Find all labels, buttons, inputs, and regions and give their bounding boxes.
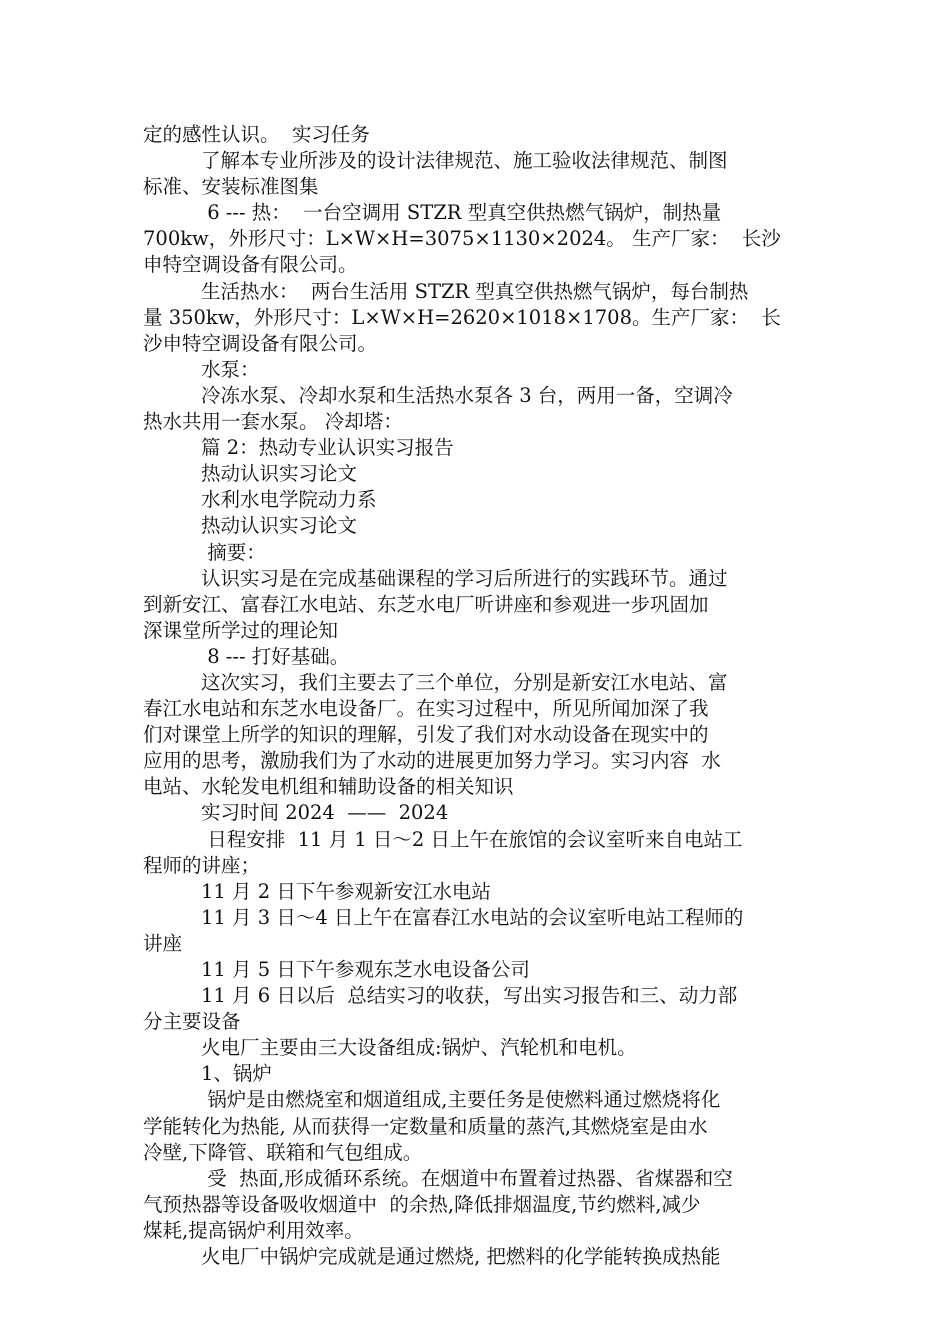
text-line: 春江水电站和东芝水电设备厂。在实习过程中，所见所闻加深了我 [143, 697, 709, 721]
text-line: 实习时间 2024 —— 2024 [201, 801, 449, 825]
text-line: 应用的思考，激励我们为了水动的进展更加努力学习。实习内容 水 [143, 749, 721, 773]
text-line: 标准、安装标准图集 [143, 175, 319, 199]
text-line: 水利水电学院动力系 [201, 488, 377, 512]
text-line: 认识实习是在完成基础课程的学习后所进行的实践环节。通过 [201, 566, 728, 590]
text-line: 讲座 [143, 931, 183, 955]
text-line: 这次实习，我们主要去了三个单位，分别是新安江水电站、富 [201, 670, 728, 694]
text-line: 6 --- 热： 一台空调用 STZR 型真空供热燃气锅炉，制热量 [201, 201, 722, 225]
text-line: 热动认识实习论文 [201, 462, 358, 486]
text-line: 了解本专业所涉及的设计法律规范、施工验收法律规范、制图 [201, 149, 728, 173]
text-line: 水泵： [201, 357, 260, 381]
text-line: 8 --- 打好基础。 [201, 644, 350, 668]
text-line: 冷冻水泵、冷却水泵和生活热水泵各 3 台，两用一备，空调冷 [201, 383, 733, 407]
text-line: 火电厂主要由三大设备组成:锅炉、汽轮机和电机。 [201, 1036, 637, 1060]
text-line: 11 月 3 日～4 日上午在富春江水电站的会议室听电站工程师的 [201, 905, 744, 929]
text-line: 分主要设备 [143, 1010, 241, 1034]
text-line: 热动认识实习论文 [201, 514, 358, 538]
text-line: 1、锅炉 [201, 1062, 272, 1086]
text-line: 11 月 2 日下午参观新安江水电站 [201, 879, 491, 903]
text-line: 火电厂中锅炉完成就是通过燃烧, 把燃料的化学能转换成热能 [201, 1245, 721, 1269]
text-line: 到新安江、富春江水电站、东芝水电厂听讲座和参观进一步巩固加 [143, 592, 709, 616]
text-line: 学能转化为热能, 从而获得一定数量和质量的蒸汽,其燃烧室是由水 [143, 1114, 708, 1138]
text-line: 日程安排 11 月 1 日～2 日上午在旅馆的会议室听来自电站工 [201, 827, 743, 851]
text-line: 申特空调设备有限公司。 [143, 253, 358, 277]
text-line: 程师的讲座； [143, 853, 261, 877]
text-line: 量 350kw，外形尺寸：L×W×H=2620×1018×1708。生产厂家： 长 [143, 305, 781, 329]
text-line: 定的感性认识。 实习任务 [143, 123, 370, 146]
text-line: 11 月 5 日下午参观东芝水电设备公司 [201, 958, 530, 981]
text-line: 煤耗,提高锅炉利用效率。 [143, 1218, 364, 1242]
text-line: 700kw，外形尺寸：L×W×H=3075×1130×2024。 生产厂家： 长沙 [143, 227, 781, 251]
text-line: 深课堂所学过的理论知 [143, 618, 339, 642]
text-line: 11 月 6 日以后 总结实习的收获，写出实习报告和三、动力部 [201, 984, 738, 1008]
text-line: 生活热水： 两台生活用 STZR 型真空供热燃气锅炉，每台制热 [201, 279, 749, 303]
text-line: 摘要： [201, 540, 266, 564]
text-line: 沙申特空调设备有限公司。 [143, 331, 378, 355]
text-line: 锅炉是由燃烧室和烟道组成,主要任务是使燃料通过燃烧将化 [201, 1088, 721, 1112]
text-line: 篇 2：热动专业认识实习报告 [201, 436, 454, 460]
text-line: 电站、水轮发电机组和辅助设备的相关知识 [143, 775, 514, 799]
text-line: 们对课堂上所学的知识的理解，引发了我们对水动设备在现实中的 [143, 723, 709, 747]
text-line: 受 热面,形成循环系统。在烟道中布置着过热器、省煤器和空 [201, 1166, 733, 1190]
text-line: 气预热器等设备吸收烟道中 的余热,降低排烟温度,节约燃料,减少 [143, 1192, 701, 1216]
document-body [143, 122, 813, 1270]
text-line: 热水共用一套水泵。 冷却塔： [143, 410, 403, 434]
text-line: 冷壁,下降管、联箱和气包组成。 [143, 1140, 423, 1164]
